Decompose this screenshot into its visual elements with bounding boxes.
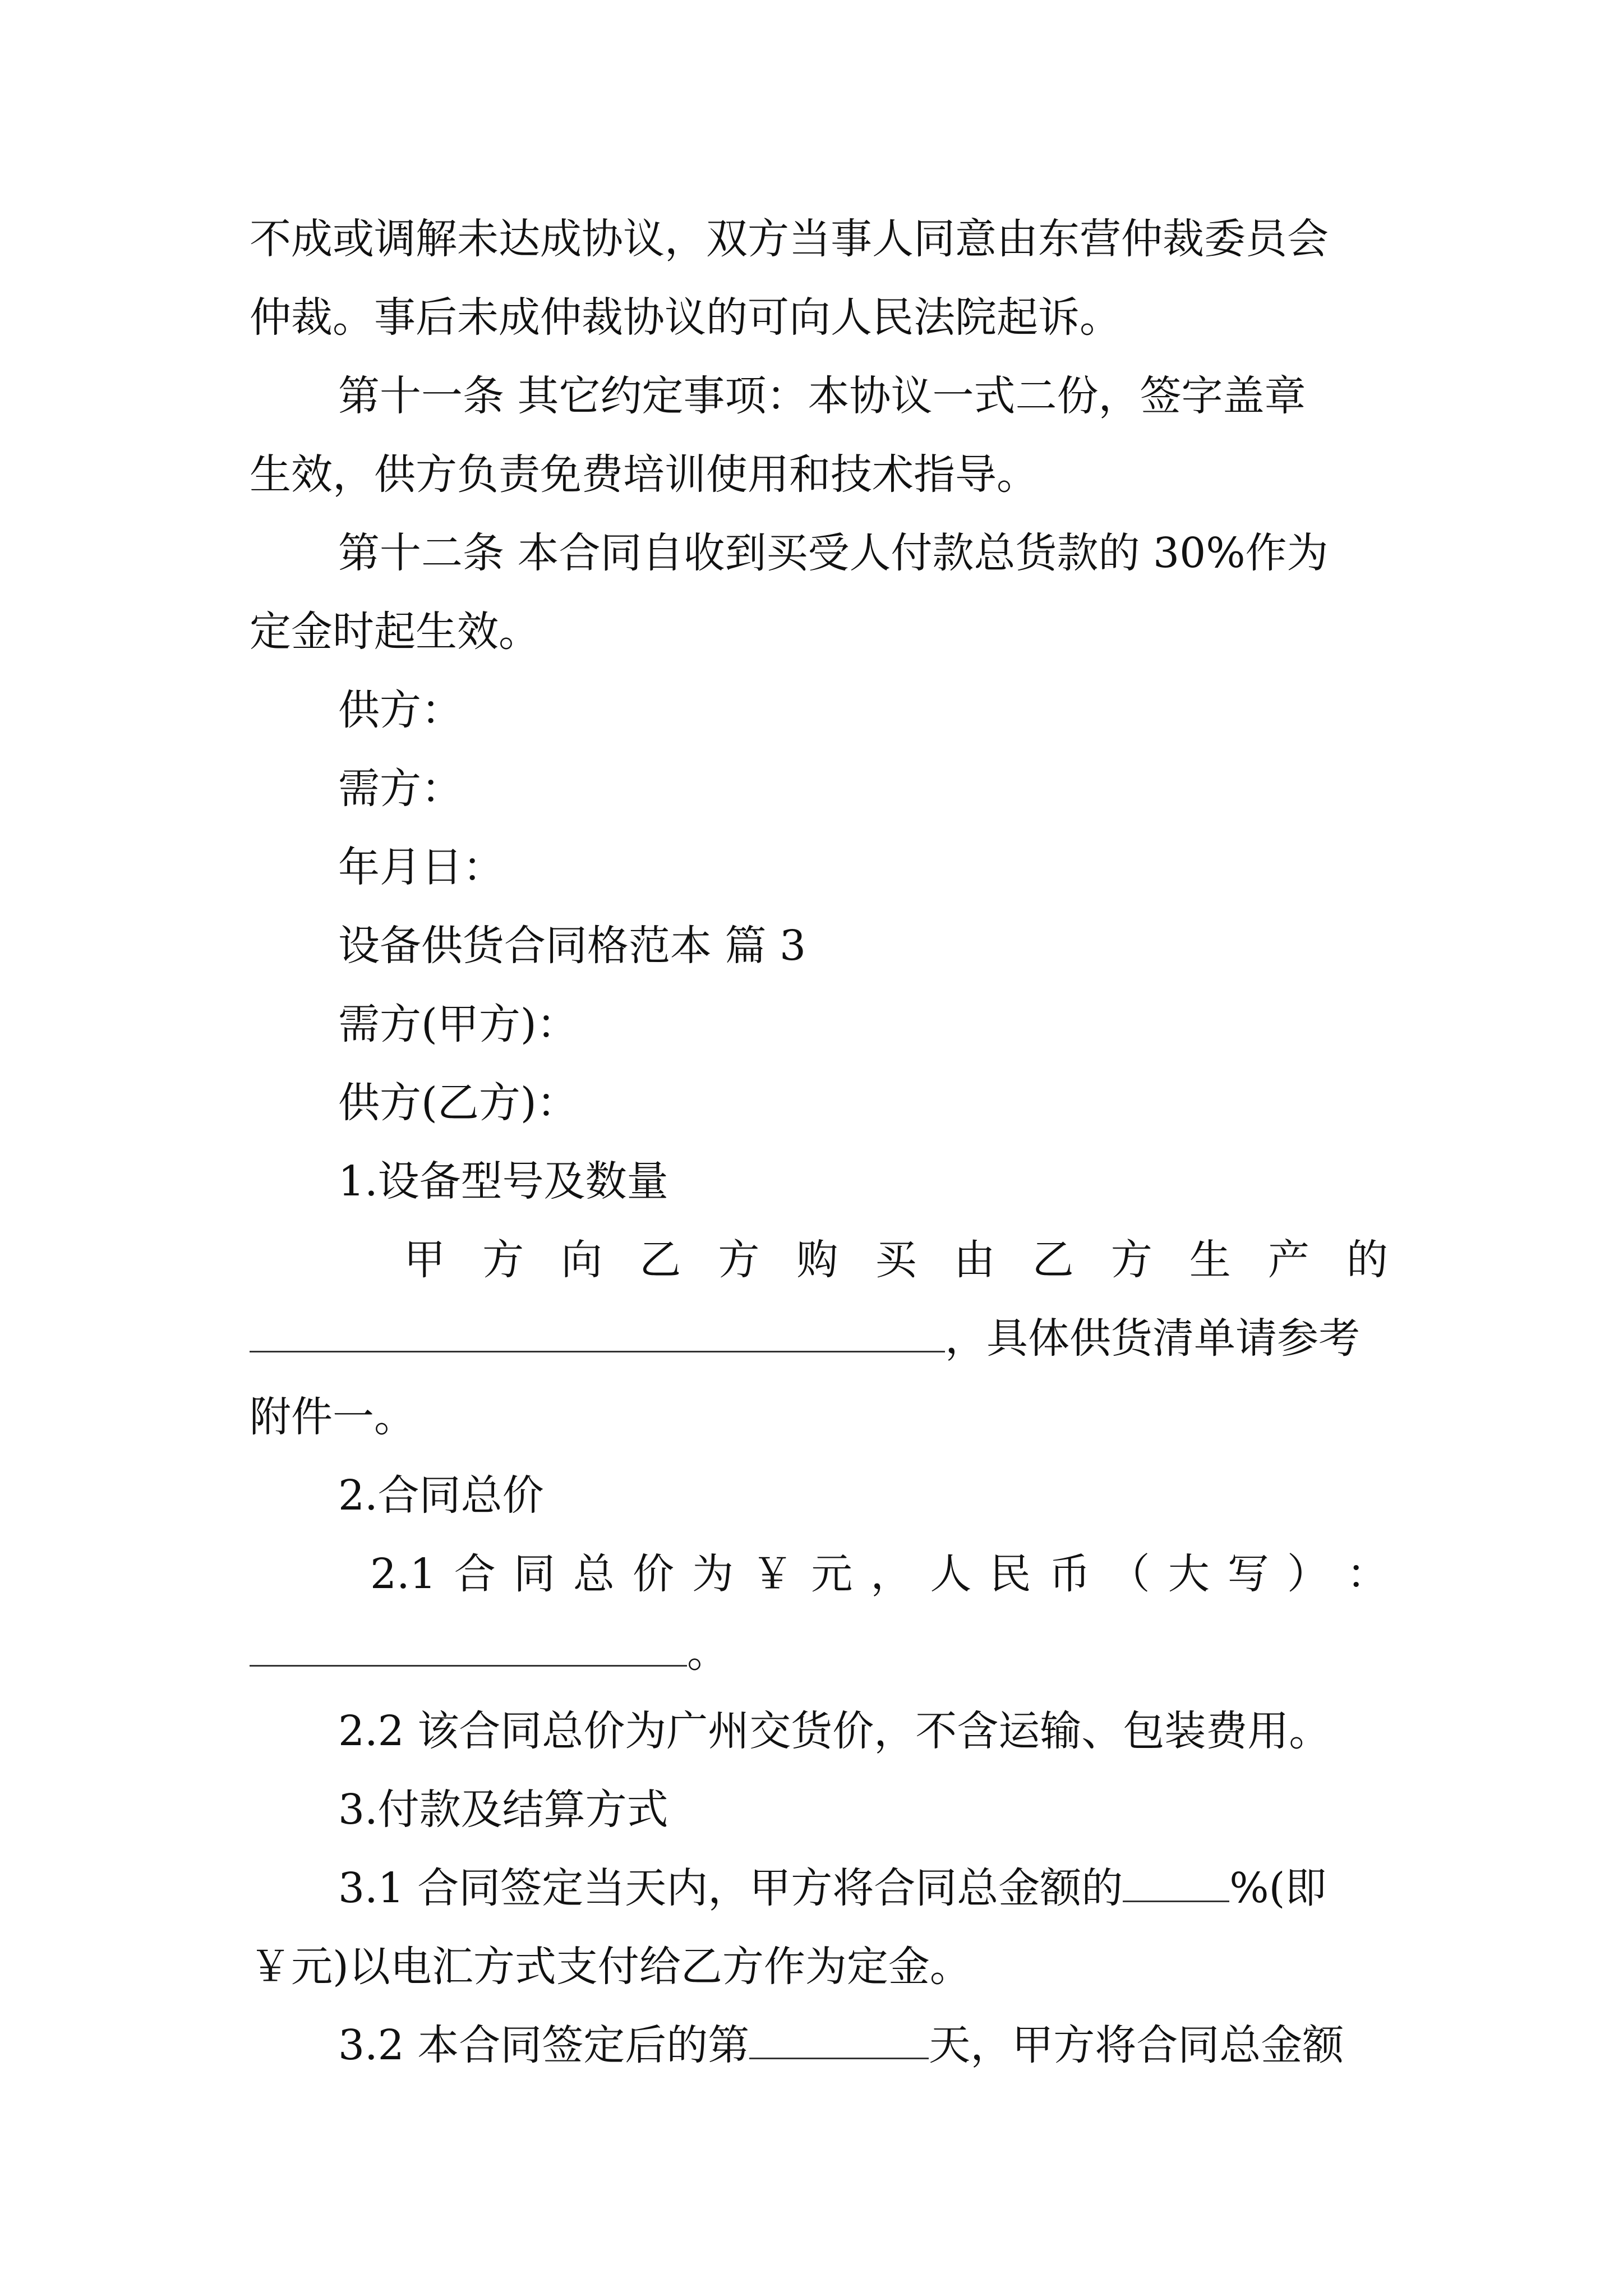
text-char: 由 xyxy=(953,1236,995,1284)
clause-3-heading: 3.付款及结算方式 xyxy=(338,1786,668,1834)
justified-paragraph-line xyxy=(370,1535,1388,1613)
text-char: 2.1 xyxy=(370,1550,436,1598)
supplier-signature-label: 供方： xyxy=(338,686,463,734)
text-char: ） xyxy=(1287,1550,1329,1598)
clause-1-heading: 1.设备型号及数量 xyxy=(338,1157,668,1205)
text-char: 同 xyxy=(513,1550,555,1598)
clause-3-1 xyxy=(338,1849,1388,1927)
paragraph-text: 天，甲方将合同总金额 xyxy=(929,2021,1344,2069)
text-char: 方 xyxy=(718,1236,760,1284)
paragraph-text: 。 xyxy=(687,1628,728,1677)
text-char: ￥ xyxy=(751,1550,794,1598)
fill-in-blank xyxy=(749,2013,929,2059)
paragraph-text: 3.1 合同签定当天内，甲方将合同总金额的 xyxy=(338,1864,1123,1912)
text-char: 币 xyxy=(1049,1550,1091,1598)
text-char: ： xyxy=(1346,1550,1388,1598)
text-char: 的 xyxy=(1346,1236,1388,1284)
fill-in-blank xyxy=(1123,1856,1229,1902)
text-char: 向 xyxy=(561,1236,603,1284)
text-char: 总 xyxy=(573,1550,615,1598)
fill-in-blank xyxy=(250,1306,945,1352)
text-char: 方 xyxy=(1110,1236,1152,1284)
text-char: 方 xyxy=(482,1236,524,1284)
text-char: 民 xyxy=(989,1550,1031,1598)
clause-2-2: 2.2 该合同总价为广州交货价，不含运输、包装费用。 xyxy=(338,1707,1331,1755)
text-char: 元 xyxy=(811,1550,853,1598)
paragraph-line xyxy=(250,1613,1388,1692)
paragraph-line: 仲裁。事后未成仲裁协议的可向人民法院起诉。 xyxy=(250,293,1121,342)
paragraph-text: 3.2 本合同签定后的第 xyxy=(338,2021,750,2069)
section-title: 设备供货合同格范本 篇 3 xyxy=(338,922,806,970)
paragraph-line: ￥元)以电汇方式支付给乙方作为定金。 xyxy=(250,1943,971,1991)
text-char: 生 xyxy=(1189,1236,1231,1284)
article-12-heading: 第十二条 本合同自收到买受人付款总货款的 30%作为 xyxy=(338,529,1329,577)
paragraph-text: %(即 xyxy=(1229,1864,1327,1912)
buyer-signature-label: 需方： xyxy=(338,765,463,813)
clause-3-2 xyxy=(338,2006,1388,2085)
clause-2-heading: 2.合同总价 xyxy=(338,1471,544,1520)
text-char: 写 xyxy=(1227,1550,1269,1598)
text-char: ， xyxy=(870,1550,912,1598)
text-char: 乙 xyxy=(639,1236,681,1284)
paragraph-line: 附件一。 xyxy=(250,1393,416,1441)
paragraph-line: 生效，供方负责免费培训使用和技术指导。 xyxy=(250,450,1038,499)
text-char: 甲 xyxy=(404,1236,445,1284)
paragraph-line: 不成或调解未达成协议，双方当事人同意由东营仲裁委员会 xyxy=(250,215,1329,263)
buyer-party-label: 需方(甲方)： xyxy=(338,1000,578,1048)
text-char: 产 xyxy=(1267,1236,1310,1284)
fill-in-blank xyxy=(250,1620,687,1667)
supplier-party-label: 供方(乙方)： xyxy=(338,1079,578,1127)
text-char: 大 xyxy=(1168,1550,1210,1598)
paragraph-line xyxy=(250,1299,1388,1378)
text-char: 购 xyxy=(796,1236,838,1284)
article-11-heading: 第十一条 其它约定事项：本协议一式二份，签字盖章 xyxy=(338,372,1306,420)
text-char: 人 xyxy=(930,1550,972,1598)
paragraph-text: ，具体供货清单请参考 xyxy=(945,1314,1360,1363)
text-char: 合 xyxy=(454,1550,496,1598)
text-char: 买 xyxy=(875,1236,917,1284)
date-label: 年月日： xyxy=(338,843,504,891)
text-char: 为 xyxy=(692,1550,734,1598)
text-char: 价 xyxy=(633,1550,674,1598)
justified-paragraph-line xyxy=(404,1221,1388,1299)
text-char: 乙 xyxy=(1032,1236,1074,1284)
text-char: （ xyxy=(1108,1550,1150,1598)
paragraph-line: 定金时起生效。 xyxy=(250,608,540,656)
